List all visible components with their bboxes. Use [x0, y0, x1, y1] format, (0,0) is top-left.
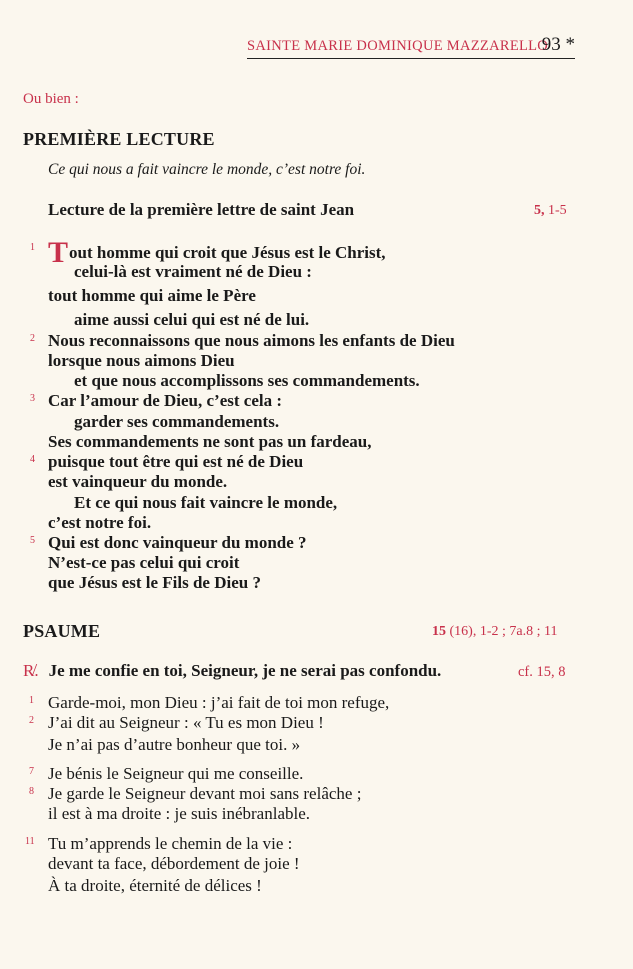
verse-number: 7 [29, 766, 34, 777]
response-text: Je me confie en toi, Seigneur, je ne serai pas confondu. [48, 661, 442, 680]
response-symbol: R̸. [23, 661, 39, 680]
reading-title: PREMIÈRE LECTURE [23, 129, 215, 149]
psalm-line: J’ai dit au Seigneur : « Tu es mon Dieu ! [48, 713, 324, 732]
reading-line-text: garder ses commandements. [74, 412, 280, 431]
psalm-reference-number: 15 [432, 624, 446, 639]
psalm-title: PSAUME [23, 621, 101, 641]
reading-line [48, 533, 307, 553]
psalm-reference-verses: (16), 1-2 ; 7a.8 ; 11 [446, 624, 558, 639]
reading-heading: Lecture de la première lettre de saint Jean [48, 200, 355, 219]
reading-line [74, 310, 309, 330]
verse-number: 8 [29, 786, 34, 797]
reading-line-text: c’est notre foi. [48, 513, 152, 532]
verse-number: 2 [29, 715, 34, 726]
psalm-line: Je n’ai pas d’autre bonheur que toi. » [48, 735, 301, 754]
reading-line [74, 262, 312, 282]
reading-line [48, 331, 455, 351]
reading-line-text: aime aussi celui qui est né de lui. [74, 310, 310, 329]
reading-line [48, 472, 227, 492]
reading-line-text: Et ce qui nous fait vaincre le monde, [74, 493, 338, 512]
psalm-line: À ta droite, éternité de délices ! [48, 876, 262, 895]
reading-line-text: que Jésus est le Fils de Dieu ? [48, 573, 261, 592]
reading-line-text: tout homme qui aime le Père [48, 286, 256, 305]
drop-cap: T [48, 236, 69, 269]
reading-reference [534, 203, 567, 219]
reading-subtitle: Ce qui nous a fait vaincre le monde, c’est notre foi. [48, 161, 366, 178]
reading-line [48, 432, 372, 452]
reading-reference-chapter: 5, [534, 203, 545, 218]
reading-line-text: Ses commandements ne sont pas un fardeau, [48, 432, 372, 451]
reading-line [48, 351, 235, 371]
reading-line [74, 371, 420, 391]
verse-number: 1 [29, 695, 34, 706]
psalm-response [23, 661, 441, 681]
reading-line [48, 452, 303, 472]
page-number: 93 * [541, 34, 575, 55]
running-title: SAINTE MARIE DOMINIQUE MAZZARELLO [247, 38, 549, 54]
reading-line-text: Car l’amour de Dieu, c’est cela : [48, 391, 283, 410]
reading-line [48, 513, 151, 533]
psalm-line: devant ta face, débordement de joie ! [48, 854, 300, 873]
reading-line [48, 553, 239, 573]
psalm-line: Tu m’apprends le chemin de la vie : [48, 834, 293, 853]
reading-line-text: lorsque nous aimons Dieu [48, 351, 235, 370]
reading-line-text: Nous reconnaissons que nous aimons les enfants de Dieu [48, 331, 455, 350]
ou-bien-label: Ou bien : [23, 91, 79, 107]
reading-line-text: et que nous accomplissons ses commandements. [74, 371, 420, 390]
reading-line [74, 493, 337, 513]
psalm-line: il est à ma droite : je suis inébranlable. [48, 804, 311, 823]
psalm-reference [432, 624, 557, 640]
reading-line-text: puisque tout être qui est né de Dieu [48, 452, 304, 471]
verse-number: 4 [30, 454, 35, 465]
psalm-line: Je bénis le Seigneur qui me conseille. [48, 764, 304, 783]
verse-number: 1 [30, 242, 35, 253]
response-reference: cf. 15, 8 [518, 664, 566, 680]
psalm-line: Je garde le Seigneur devant moi sans relâche ; [48, 784, 362, 803]
reading-line [48, 573, 261, 593]
reading-reference-verses: 1-5 [544, 203, 567, 218]
reading-line-text: out homme qui croit que Jésus est le Christ, [69, 243, 386, 262]
reading-line [74, 412, 279, 432]
reading-line-text: Qui est donc vainqueur du monde ? [48, 533, 307, 552]
header-rule [247, 58, 575, 59]
reading-line-text: celui-là est vraiment né de Dieu : [74, 262, 312, 281]
reading-line [48, 391, 282, 411]
reading-line-text: est vainqueur du monde. [48, 472, 228, 491]
verse-number: 2 [30, 333, 35, 344]
reading-line-text: N’est-ce pas celui qui croit [48, 553, 240, 572]
running-header [247, 34, 575, 55]
psalm-line: Garde-moi, mon Dieu : j’ai fait de toi mon refuge, [48, 693, 390, 712]
reading-line [48, 286, 256, 306]
verse-number: 3 [30, 393, 35, 404]
verse-number: 11 [25, 836, 35, 847]
verse-number: 5 [30, 535, 35, 546]
